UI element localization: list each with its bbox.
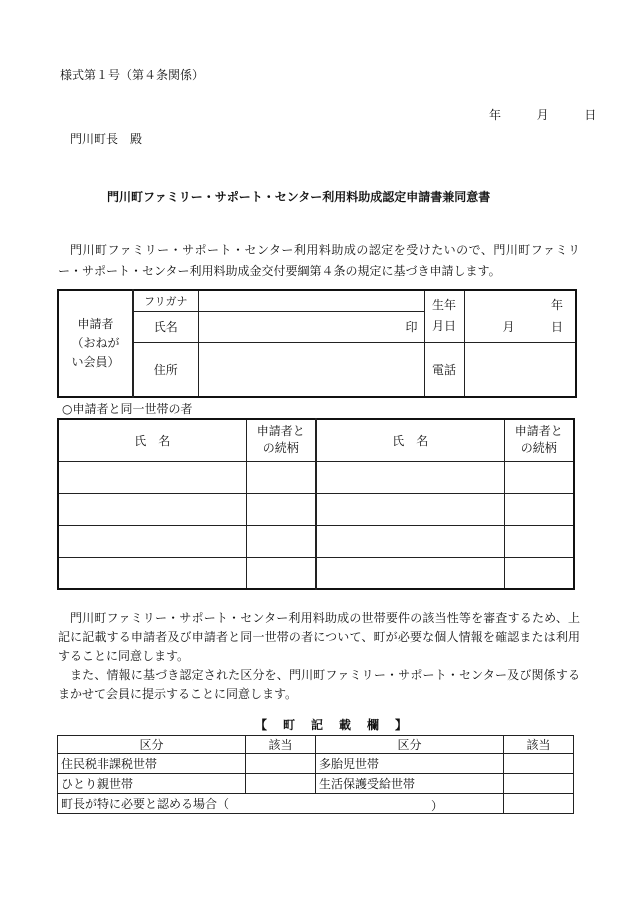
- town-section-heading: 【 町 記 載 欄 】: [255, 718, 410, 732]
- special-case-close: ）: [430, 799, 443, 813]
- household-relation-cell[interactable]: [504, 493, 574, 525]
- applicant-table: [57, 289, 577, 398]
- household-relation-header-right: [504, 419, 574, 461]
- addressee: 門川町長 殿: [70, 132, 143, 146]
- phone-field[interactable]: [464, 342, 576, 397]
- household-name-cell[interactable]: [58, 461, 246, 493]
- category-header-left: 区分: [58, 736, 246, 754]
- applicable-header-left: 該当: [246, 736, 316, 754]
- household-relation-cell[interactable]: [246, 525, 316, 557]
- town-table: [57, 735, 574, 814]
- applicant-header-line1: 申請者: [77, 317, 114, 331]
- relation-header-left-line2: の続柄: [262, 441, 299, 456]
- household-relation-cell[interactable]: [504, 461, 574, 493]
- applicable-check-cell[interactable]: [504, 754, 574, 774]
- date-line: [489, 106, 596, 123]
- seal-mark: 印: [405, 320, 418, 334]
- household-table: [57, 418, 575, 590]
- household-relation-cell[interactable]: [504, 557, 574, 589]
- category-welfare: 生活保護受給世帯: [316, 774, 504, 794]
- household-relation-cell[interactable]: [246, 493, 316, 525]
- relation-header-left-line1: 申請者と: [256, 424, 305, 439]
- name-label: 氏名: [133, 311, 198, 342]
- consent-paragraph-1: 門川町ファミリー・サポート・センター利用料助成の世帯要件の該当性等を審査するため、上記に記載する申請者及び申請者と同一世帯の者について、町が必要な個人情報を確認または利用することに同意します。: [58, 611, 580, 663]
- household-name-cell[interactable]: [316, 557, 504, 589]
- address-label: 住所: [133, 342, 198, 397]
- furigana-label: フリガナ: [133, 290, 198, 311]
- applicant-row-header: [58, 290, 133, 397]
- household-heading: ○申請者と同一世帯の者: [62, 402, 193, 416]
- category-non-taxable: 住民税非課税世帯: [58, 754, 246, 774]
- household-relation-cell[interactable]: [246, 557, 316, 589]
- birth-year: 年: [550, 298, 563, 313]
- birth-label: [424, 290, 464, 342]
- birth-month: 月: [502, 320, 515, 335]
- applicable-check-cell[interactable]: [246, 774, 316, 794]
- household-name-header-right: 氏 名: [316, 419, 504, 461]
- applicable-check-cell[interactable]: [504, 774, 574, 794]
- date-year: 年: [489, 108, 502, 122]
- household-name-cell[interactable]: [58, 525, 246, 557]
- household-name-cell[interactable]: [316, 525, 504, 557]
- household-name-cell[interactable]: [58, 493, 246, 525]
- birth-day: 日: [550, 320, 563, 335]
- household-relation-cell[interactable]: [246, 461, 316, 493]
- date-day: 日: [584, 108, 597, 122]
- household-name-cell[interactable]: [316, 493, 504, 525]
- household-name-cell[interactable]: [316, 461, 504, 493]
- household-relation-cell[interactable]: [504, 525, 574, 557]
- special-case-label: 町長が特に必要と認める場合（: [61, 797, 230, 811]
- applicable-check-cell[interactable]: [504, 794, 574, 814]
- household-name-cell[interactable]: [58, 557, 246, 589]
- category-header-right: 区分: [316, 736, 504, 754]
- birth-label-line1: 生年: [431, 298, 456, 313]
- category-single-parent: ひとり親世帯: [58, 774, 246, 794]
- special-case-cell[interactable]: [58, 794, 504, 814]
- applicant-header-line3: い会員）: [71, 355, 120, 369]
- phone-label: 電話: [424, 342, 464, 397]
- applicant-header-line2: （おねが: [71, 336, 120, 350]
- applicable-check-cell[interactable]: [246, 754, 316, 774]
- consent-paragraph-2: また、情報に基づき認定された区分を、門川町ファミリー・サポート・センター及び関係するまかせて会員に提示することに同意します。: [58, 668, 580, 701]
- birth-label-line2: 月日: [431, 319, 456, 334]
- applicable-header-right: 該当: [504, 736, 574, 754]
- furigana-field[interactable]: [198, 290, 424, 311]
- relation-header-right-line2: の続柄: [520, 441, 557, 456]
- intro-paragraph: 門川町ファミリー・サポート・センター利用料助成の認定を受けたいので、門川町ファミリー・サポート・センター利用料助成金交付要綱第４条の規定に基づき申請します。: [58, 243, 580, 278]
- birth-date-field[interactable]: [464, 290, 576, 342]
- category-multiple-birth: 多胎児世帯: [316, 754, 504, 774]
- address-field[interactable]: [198, 342, 424, 397]
- household-name-header-left: 氏 名: [58, 419, 246, 461]
- name-field[interactable]: [198, 311, 424, 342]
- relation-header-right-line1: 申請者と: [514, 424, 563, 439]
- document-title: 門川町ファミリー・サポート・センター利用料助成認定申請書兼同意書: [107, 190, 491, 204]
- household-relation-header-left: [246, 419, 316, 461]
- date-month: 月: [536, 108, 549, 122]
- form-number: 様式第１号（第４条関係）: [60, 68, 205, 82]
